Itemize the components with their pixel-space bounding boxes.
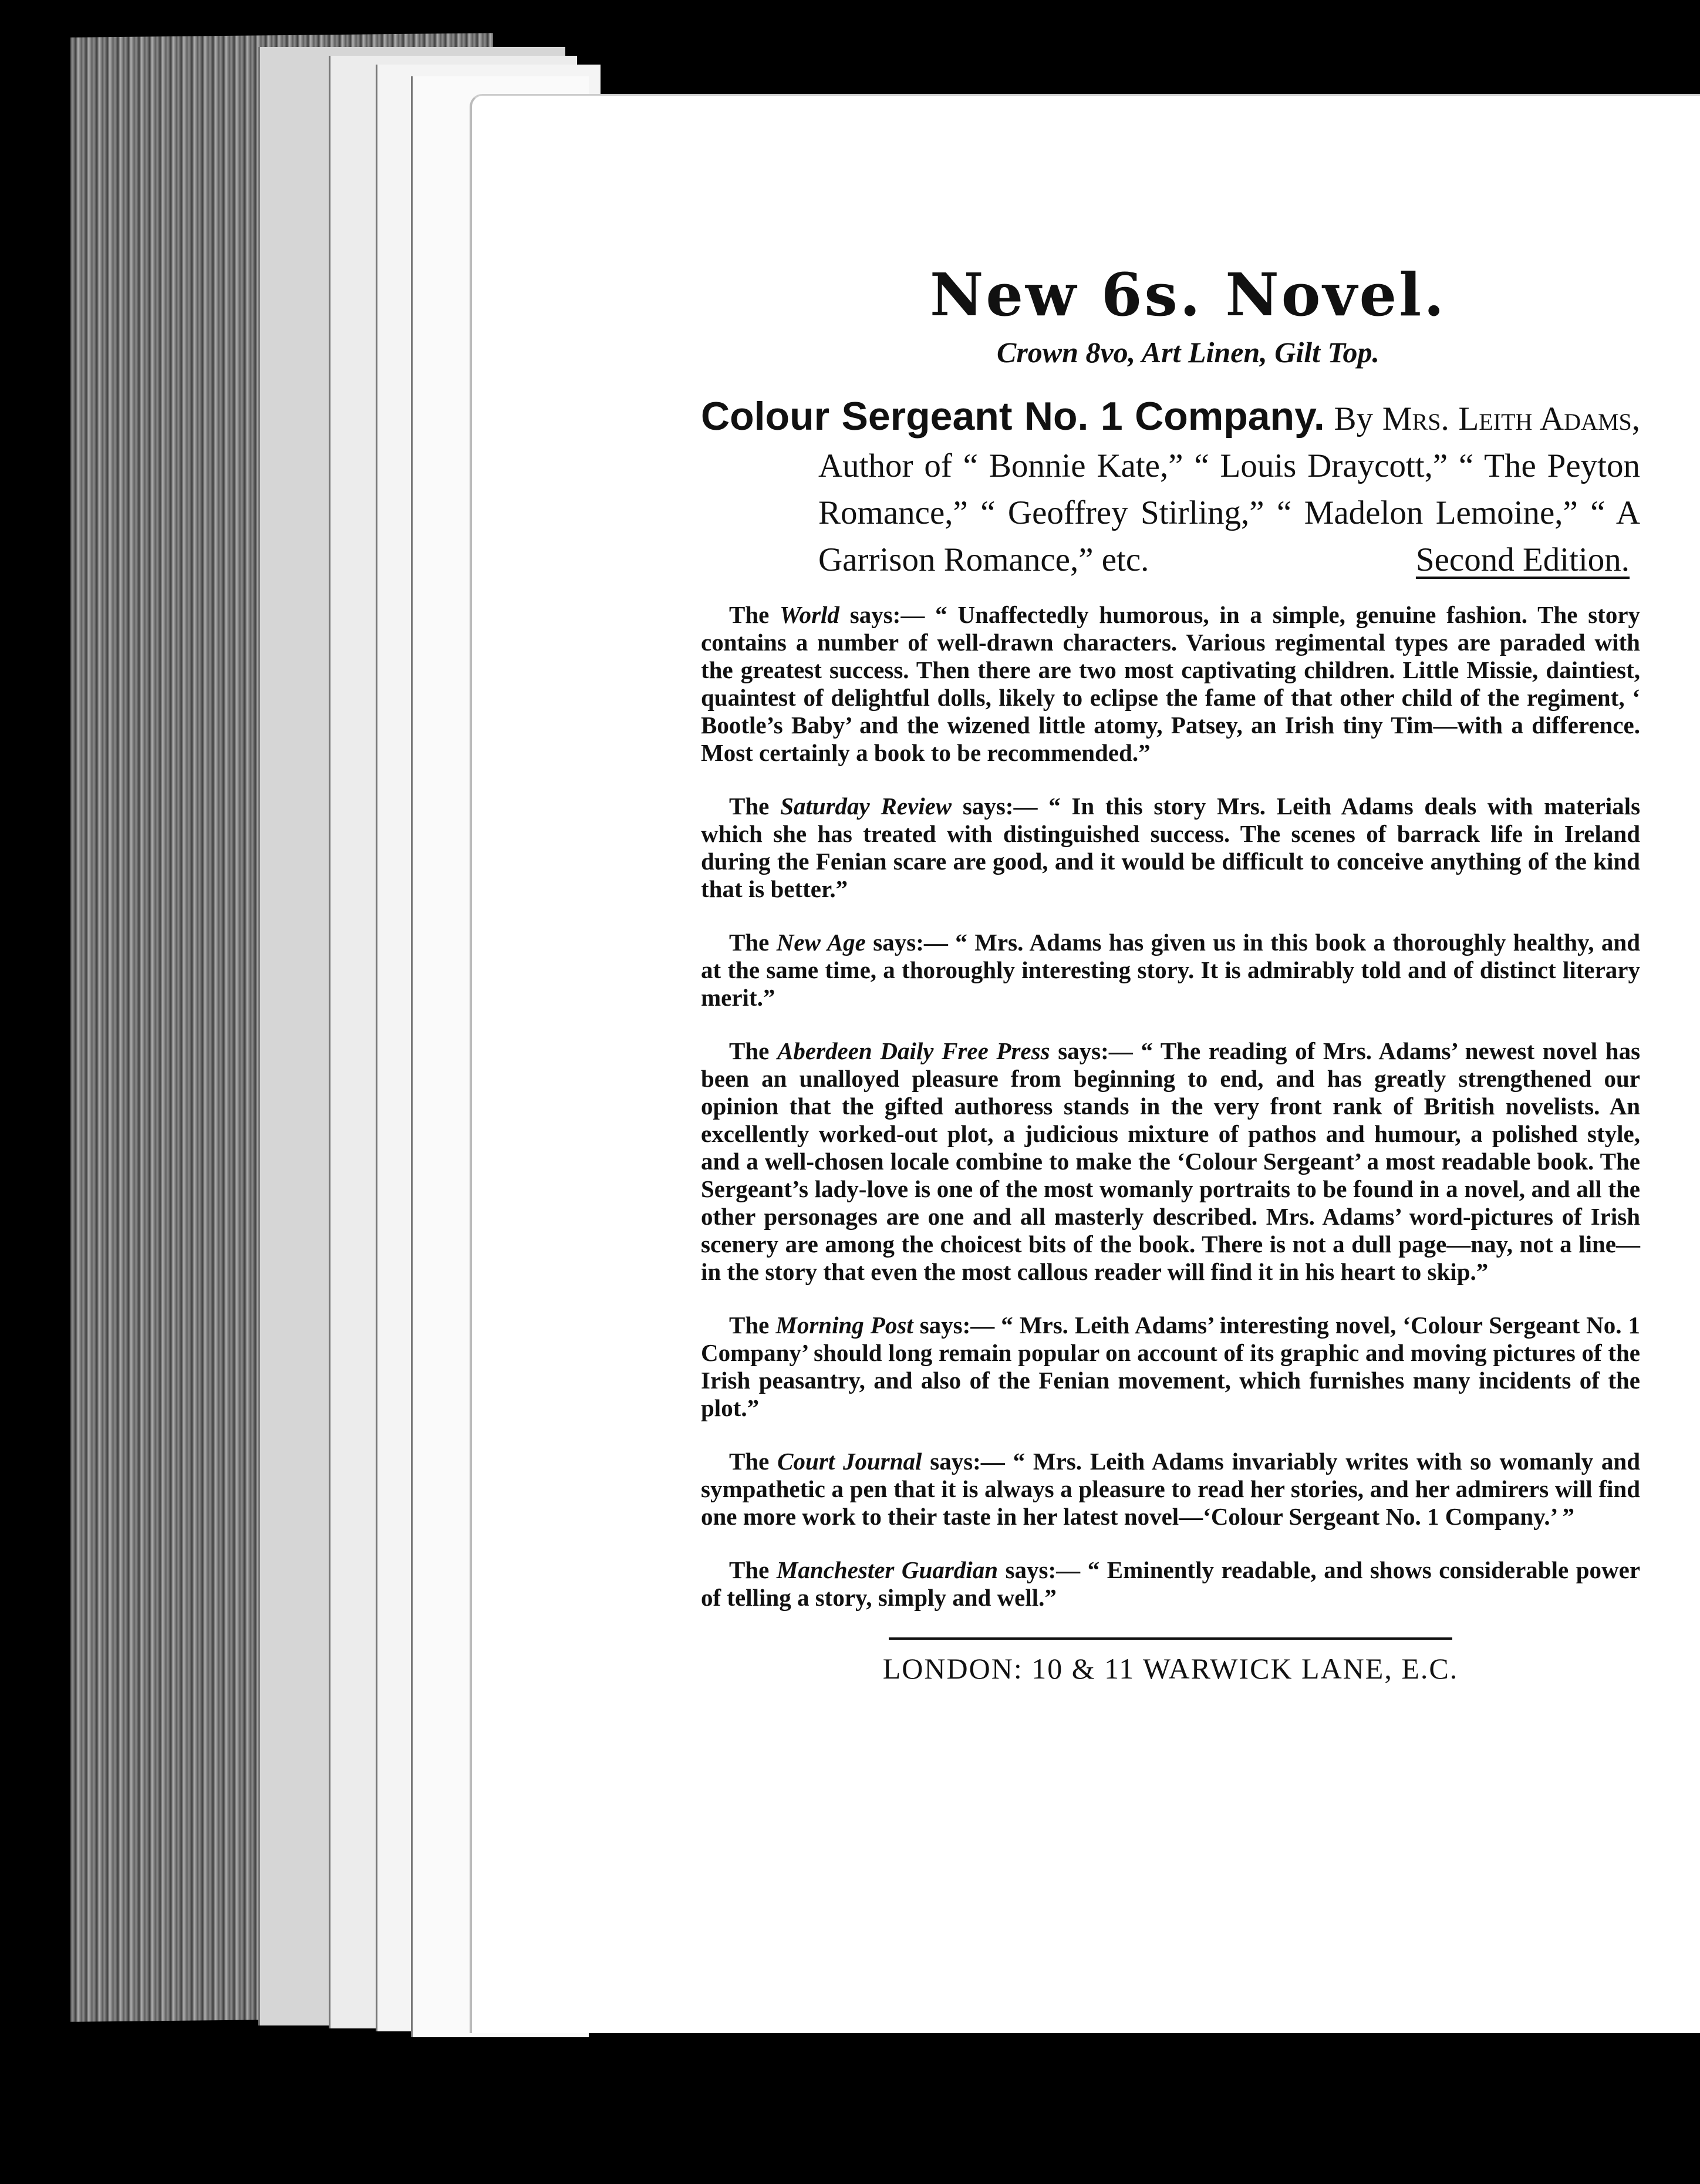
book-title: Colour Sergeant No. 1 Company.	[701, 394, 1325, 439]
advertisement	[701, 260, 1640, 1686]
review-text: “ Mrs. Leith Adams’ interesting novel, ‘Colour Sergeant No. 1 Company’ should long remain popular on account of its graphic and moving pictures of the Irish peasantry, and also of the Fenian movement, which furnishes many incidents of the plot.”	[701, 1312, 1640, 1421]
review-source: Aberdeen Daily Free Press	[777, 1037, 1050, 1064]
review-says: says:—	[930, 1448, 1005, 1475]
review-quote	[701, 601, 1640, 767]
review-source: Saturday Review	[780, 793, 952, 820]
book-description: , Author of “ Bonnie Kate,” “ Louis Draycott,” “ The Peyton Romance,” “ Geoffrey Stirling,” “ Madelon Lemoine,” “ A Garrison Romance,” etc.	[818, 400, 1641, 578]
review-says: says:—	[919, 1312, 995, 1339]
review-text: “ The reading of Mrs. Adams’ newest novel has been an unalloyed pleasure from beginning to end, and has greatly strengthened our opinion that the gifted authoress stands in the very front rank of British novelists. An excellently worked-out plot, a judicious mixture of pathos and humour, a polished style, and a well-chosen locale combine to make the ‘Colour Sergeant’ a most readable book. The Sergeant’s lady-love is one of the most womanly portraits to be found in a novel, and all the other personages are one and all masterly described. Mrs. Adams’ word-pictures of Irish scenery are among the choicest bits of the book. There is not a dull page—nay, not a line—in the story that even the most callous reader will find it in his heart to skip.”	[701, 1037, 1641, 1285]
review-prefix: The	[729, 1448, 770, 1475]
review-prefix: The	[729, 1556, 770, 1583]
book-page	[470, 94, 1700, 2033]
publisher-imprint: LONDON: 10 & 11 WARWICK LANE, E.C.	[882, 1652, 1459, 1685]
review-source: Morning Post	[775, 1312, 913, 1339]
review-prefix: The	[729, 601, 770, 628]
review-quote	[701, 929, 1640, 1012]
review-prefix: The	[729, 929, 770, 956]
review-text: “ Eminently readable, and shows considerable power of telling a story, simply and well.”	[701, 1556, 1641, 1611]
review-quote	[701, 793, 1640, 903]
divider-rule	[889, 1637, 1452, 1640]
author-name: Mrs. Leith Adams	[1382, 400, 1632, 437]
review-source: World	[780, 601, 839, 628]
edition-label: Second Edition.	[1415, 541, 1630, 578]
review-quote	[701, 1037, 1640, 1286]
review-says: says:—	[873, 929, 948, 956]
review-source: Court Journal	[777, 1448, 922, 1475]
reviews-list	[701, 601, 1640, 1612]
review-says: says:—	[1005, 1556, 1081, 1583]
review-says: says:—	[849, 601, 925, 628]
review-says: says:—	[962, 793, 1038, 820]
review-text: “ In this story Mrs. Leith Adams deals with materials which she has treated with distinguished success. The scenes of barrack life in Ireland during the Fenian scare are good, and it would be difficult to conceive anything of the kind that is better.”	[701, 793, 1641, 902]
review-text: “ Mrs. Adams has given us in this book a thoroughly healthy, and at the same time, a thoroughly interesting story. It is admirably told and of distinct literary merit.”	[701, 929, 1641, 1011]
review-text: “ Unaffectedly humorous, in a simple, genuine fashion. The story contains a number of well-drawn characters. Various regimental types are paraded with the greatest success. Then there are two most captivating children. Little Missie, daintiest, quaintest of delightful dolls, likely to eclipse the fame of that other child of the regiment, ‘ Bootle’s Baby’ and the wizened little atomy, Patsey, an Irish tiny Tim—with a difference. Most certainly a book to be recommended.”	[701, 601, 1641, 766]
by-label: By	[1334, 400, 1374, 437]
review-quote	[701, 1556, 1640, 1612]
review-quote	[701, 1448, 1640, 1531]
review-says: says:—	[1058, 1037, 1133, 1064]
review-quote	[701, 1312, 1640, 1422]
review-text: “ Mrs. Leith Adams invariably writes with so womanly and sympathetic a pen that it is always a pleasure to read her stories, and her admirers will find one more work to their taste in her latest novel—‘Colour Sergeant No. 1 Company.’ ”	[701, 1448, 1641, 1530]
book-entry	[701, 393, 1640, 584]
page-heading: New 6s. Novel.	[929, 260, 1447, 329]
review-prefix: The	[729, 1312, 770, 1339]
review-prefix: The	[729, 1037, 770, 1064]
review-source: Manchester Guardian	[776, 1556, 998, 1583]
review-source: New Age	[776, 929, 866, 956]
review-prefix: The	[729, 793, 770, 820]
format-line: Crown 8vo, Art Linen, Gilt Top.	[997, 336, 1379, 369]
